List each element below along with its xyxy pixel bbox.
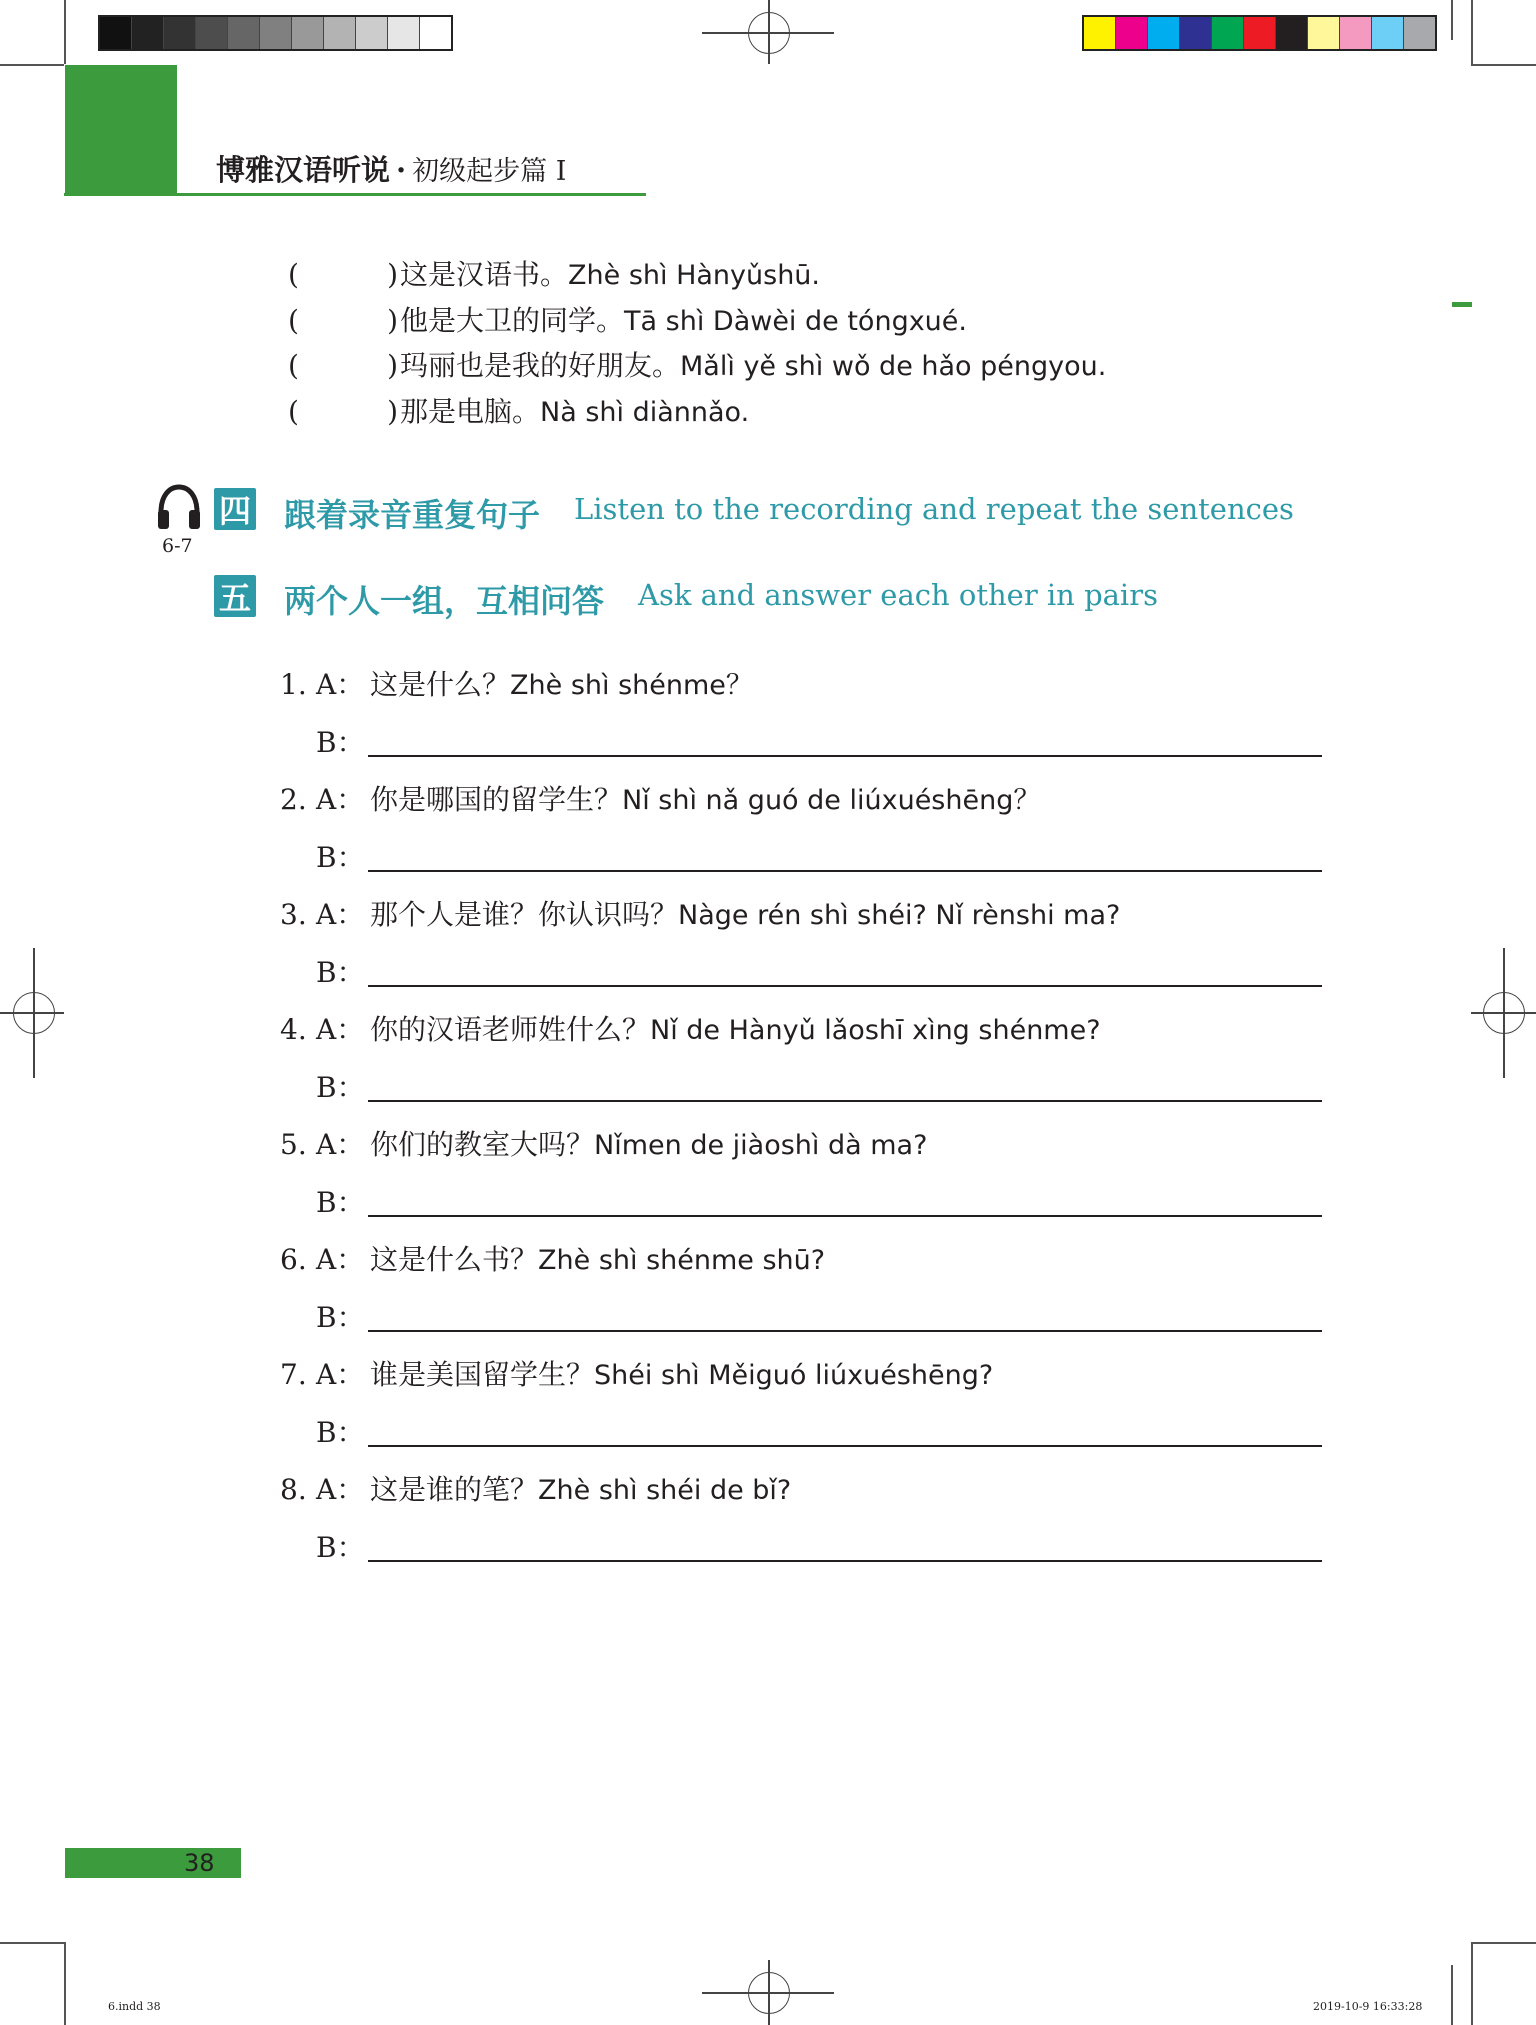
crop-mark [64,1942,66,2025]
close-paren: ) [387,349,398,382]
slug-file-info: 6.indd 38 [108,2000,161,2013]
close-paren: ) [387,258,398,291]
section-title-cn: 跟着录音重复句子 [284,496,541,534]
color-swatch [163,17,195,49]
page-number-bar [65,1848,241,1878]
question-pinyin: Nǐ de Hànyǔ lǎoshī xìng shénme? [650,1015,1101,1046]
answer-blank[interactable] [288,395,398,428]
sentence-pinyin: Tā shì Dàwèi de tóngxué. [624,306,967,337]
speaker-a-label: A： [316,1473,365,1506]
question-pinyin: Shéi shì Měiguó liúxuéshēng? [594,1360,994,1391]
dialogue-answer [316,1411,1322,1451]
crop-mark [1451,1965,1453,2025]
speaker-b-label: B： [316,1186,365,1219]
question-number: 3. [280,898,307,931]
judgement-item [288,390,749,430]
speaker-b-label: B： [316,1071,365,1104]
question-cn: 你们的教室大吗？ [370,1128,595,1161]
crop-mark [0,1942,64,1944]
dialogue-answer [316,836,1322,876]
question-number: 7. [280,1358,307,1391]
question-pinyin: Nǐmen de jiàoshì dà ma? [594,1130,928,1161]
question-cn: 你的汉语老师姓什么？ [370,1013,651,1046]
color-swatch [1243,17,1275,49]
dialogue-question [280,1353,993,1393]
section-title-en: Listen to the recording and repeat the sentences [574,492,1294,526]
dialogue-answer [316,1181,1322,1221]
question-cn: 你是哪国的留学生？ [370,783,623,816]
color-swatch [195,17,227,49]
dialogue-question [280,778,1040,818]
answer-line[interactable] [368,1100,1322,1102]
audio-track-number: 6-7 [162,535,193,557]
question-cn: 这是什么？ [370,668,511,701]
dialogue-question [280,1238,825,1278]
answer-blank[interactable] [288,304,398,337]
question-cn: 那个人是谁？你认识吗？ [370,898,679,931]
color-swatch [291,17,323,49]
question-number: 1. [280,668,307,701]
question-number: 8. [280,1473,307,1506]
crop-mark [1471,1942,1473,2025]
color-swatch [100,17,131,49]
dialogue-question [280,663,753,703]
speaker-a-label: A： [316,668,365,701]
speaker-b-label: B： [316,1531,365,1564]
color-swatch [1371,17,1403,49]
color-swatch [323,17,355,49]
answer-blank[interactable] [288,349,398,382]
sentence-pinyin: Nà shì diànnǎo. [540,397,750,428]
answer-line[interactable] [368,1215,1322,1217]
header-green-tab [65,65,177,193]
speaker-a-label: A： [316,783,365,816]
title-separator: · [396,153,407,187]
dialogue-question [280,1008,1101,1048]
speaker-b-label: B： [316,726,365,759]
page-number: 38 [184,1849,215,1877]
answer-line[interactable] [368,1560,1322,1562]
dialogue-question [280,1123,927,1163]
question-cn: 谁是美国留学生？ [370,1358,595,1391]
sentence-pinyin: Mǎlì yě shì wǒ de hǎo péngyou. [680,351,1107,382]
dialogue-answer [316,1296,1322,1336]
headphones-icon [154,482,204,532]
dialogue-answer [316,951,1322,991]
crop-mark [1471,64,1536,66]
answer-blank[interactable] [288,258,398,291]
color-swatch [1307,17,1339,49]
answer-line[interactable] [368,985,1322,987]
page-edge-mark [1452,302,1472,307]
color-swatch [1084,17,1115,49]
speaker-b-label: B： [316,1416,365,1449]
color-swatch [1115,17,1147,49]
speaker-a-label: A： [316,1013,365,1046]
section-title-cn: 两个人一组，互相问答 [284,582,605,620]
judgement-item [288,299,967,339]
close-paren: ) [387,395,398,428]
answer-line[interactable] [368,870,1322,872]
question-number: 5. [280,1128,307,1161]
open-paren: ( [288,395,299,428]
question-number: 4. [280,1013,307,1046]
dialogue-answer [316,1526,1322,1566]
color-swatch [1275,17,1307,49]
dialogue-question [280,893,1120,933]
open-paren: ( [288,304,299,337]
crop-mark [64,0,66,64]
question-pinyin: Zhè shì shénme shū? [538,1245,826,1276]
crop-mark [1471,0,1473,64]
speaker-b-label: B： [316,956,365,989]
book-subtitle: 初级起步篇 I [412,156,567,187]
process-color-bar [1082,15,1437,51]
answer-line[interactable] [368,1445,1322,1447]
color-swatch [259,17,291,49]
speaker-a-label: A： [316,898,365,931]
sentence-cn: 那是电脑。 [400,395,541,428]
close-paren: ) [387,304,398,337]
dialogue-answer [316,1066,1322,1106]
color-swatch [355,17,387,49]
slug-timestamp: 2019-10-9 16:33:28 [1313,2000,1423,2013]
color-swatch [1339,17,1371,49]
grayscale-color-bar [98,15,453,51]
question-pinyin: Zhè shì shéi de bǐ? [538,1475,792,1506]
question-number: 6. [280,1243,307,1276]
speaker-b-label: B： [316,841,365,874]
section-number-box: 五 [214,575,256,617]
color-swatch [131,17,163,49]
crop-mark [1451,0,1453,40]
question-pinyin: Nàge rén shì shéi? Nǐ rènshi ma? [678,900,1121,931]
open-paren: ( [288,258,299,291]
header-rule [64,193,646,196]
book-title: 博雅汉语听说 [216,153,391,187]
question-pinyin: Zhè shì shénme？ [510,670,753,701]
sentence-pinyin: Zhè shì Hànyǔshū. [568,260,821,291]
answer-line[interactable] [368,755,1322,757]
judgement-item [288,344,1106,384]
speaker-a-label: A： [316,1358,365,1391]
color-swatch [1179,17,1211,49]
question-cn: 这是谁的笔？ [370,1473,539,1506]
speaker-b-label: B： [316,1301,365,1334]
question-cn: 这是什么书？ [370,1243,539,1276]
header-title [216,148,566,189]
dialogue-question [280,1468,791,1508]
judgement-item [288,253,820,293]
dialogue-answer [316,721,1322,761]
sentence-cn: 他是大卫的同学。 [400,304,625,337]
sentence-cn: 玛丽也是我的好朋友。 [400,349,681,382]
open-paren: ( [288,349,299,382]
color-swatch [1211,17,1243,49]
color-swatch [1147,17,1179,49]
color-swatch [227,17,259,49]
speaker-a-label: A： [316,1128,365,1161]
crop-mark [1471,1942,1536,1944]
color-swatch [1403,17,1435,49]
question-pinyin: Nǐ shì nǎ guó de liúxuéshēng？ [622,785,1041,816]
section-number-box: 四 [214,488,256,530]
question-number: 2. [280,783,307,816]
crop-mark [0,64,64,66]
answer-line[interactable] [368,1330,1322,1332]
speaker-a-label: A： [316,1243,365,1276]
sentence-cn: 这是汉语书。 [400,258,569,291]
color-swatch [387,17,419,49]
section-title-en: Ask and answer each other in pairs [638,578,1158,612]
color-swatch [419,17,451,49]
